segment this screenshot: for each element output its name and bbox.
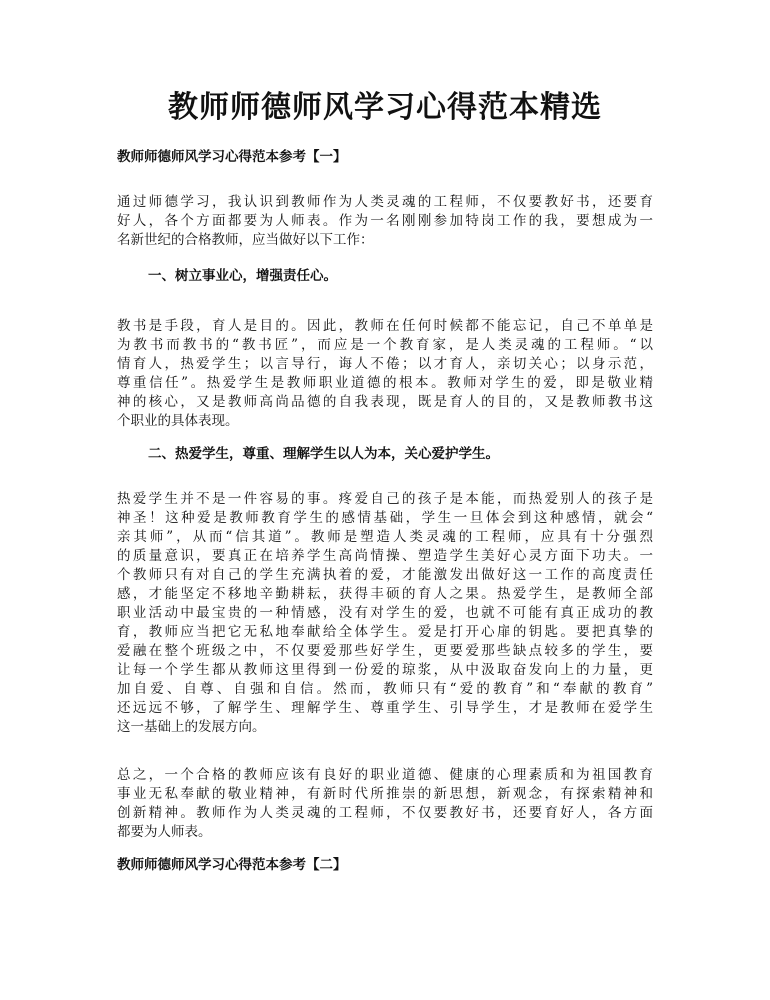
text-line: 神圣！这种爱是教师教育学生的感情基础，学生一旦体会到这种感情，就会“ [117, 510, 653, 526]
section-heading-2: 教师师德师风学习心得范本参考【二】 [117, 857, 347, 873]
text-line: 让每一个学生都从教师这里得到一份爱的琼浆，从中汲取奋发向上的力量，更 [117, 662, 653, 678]
section-heading-1: 教师师德师风学习心得范本参考【一】 [117, 149, 347, 165]
text-line: 这一基础上的发展方向。 [117, 719, 266, 735]
point-heading-2: 二、热爱学生，尊重、理解学生以人为本，关心爱护学生。 [148, 446, 499, 462]
conclusion-paragraph [117, 766, 653, 842]
point1-paragraph [117, 317, 653, 431]
text-line: 感，才能坚定不移地辛勤耕耘，获得丰硕的育人之果。热爱学生，是教师全部 [117, 586, 653, 602]
point-heading-1: 一、树立事业心，增强责任心。 [148, 268, 337, 284]
text-line: 亲其师”，从而“信其道”。教师是塑造人类灵魂的工程师，应具有十分强烈 [117, 529, 653, 545]
text-line: 加自爱、自尊、自强和自信。然而，教师只有“爱的教育”和“奉献的教育” [117, 681, 653, 697]
text-line: 好人，各个方面都要为人师表。作为一名刚刚参加特岗工作的我，要想成为一 [117, 213, 653, 229]
point2-paragraph [117, 490, 653, 737]
text-line: 还远远不够，了解学生、理解学生、尊重学生、引导学生，才是教师在爱学生 [117, 700, 653, 716]
text-line: 创新精神。教师作为人类灵魂的工程师，不仅要教好书，还要育好人，各方面 [117, 805, 653, 821]
text-line: 热爱学生并不是一件容易的事。疼爱自己的孩子是本能，而热爱别人的孩子是 [117, 491, 653, 507]
text-line: 的质量意识，要真正在培养学生高尚情操、塑造学生美好心灵方面下功夫。一 [117, 548, 653, 564]
text-line: 职业活动中最宝贵的一种情感，没有对学生的爱，也就不可能有真正成功的教 [117, 605, 653, 621]
text-line: 通过师德学习，我认识到教师作为人类灵魂的工程师，不仅要教好书，还要育 [117, 194, 653, 210]
text-line: 事业无私奉献的敬业精神，有新时代所推崇的新思想，新观念，有探索精神和 [117, 786, 653, 802]
text-line: 育，教师应当把它无私地奉献给全体学生。爱是打开心扉的钥匙。要把真挚的 [117, 624, 653, 640]
text-line: 爱融在整个班级之中，不仅要爱那些好学生，更要爱那些缺点较多的学生，要 [117, 643, 653, 659]
text-line: 个教师只有对自己的学生充满执着的爱，才能激发出做好这一工作的高度责任 [117, 567, 653, 583]
document-title: 教师师德师风学习心得范本精选 [168, 90, 602, 125]
intro-paragraph [117, 193, 653, 250]
text-line: 为教书而教书的“教书匠”，而应是一个教育家，是人类灵魂的工程师。“以 [117, 337, 653, 353]
text-line: 总之，一个合格的教师应该有良好的职业道德、健康的心理素质和为祖国教育 [117, 767, 653, 783]
text-line: 都要为人师表。 [117, 824, 212, 840]
text-line: 尊重信任”。热爱学生是教师职业道德的根本。教师对学生的爱，即是敬业精 [117, 375, 653, 391]
text-line: 教书是手段，育人是目的。因此，教师在任何时候都不能忘记，自己不单单是 [117, 318, 653, 334]
text-line: 名新世纪的合格教师，应当做好以下工作： [117, 232, 374, 248]
text-line: 情育人，热爱学生；以言导行，诲人不倦；以才育人，亲切关心；以身示范， [117, 356, 653, 372]
text-line: 个职业的具体表现。 [117, 413, 239, 429]
text-line: 神的核心，又是教师高尚品德的自我表现，既是育人的目的，又是教师教书这 [117, 394, 653, 410]
